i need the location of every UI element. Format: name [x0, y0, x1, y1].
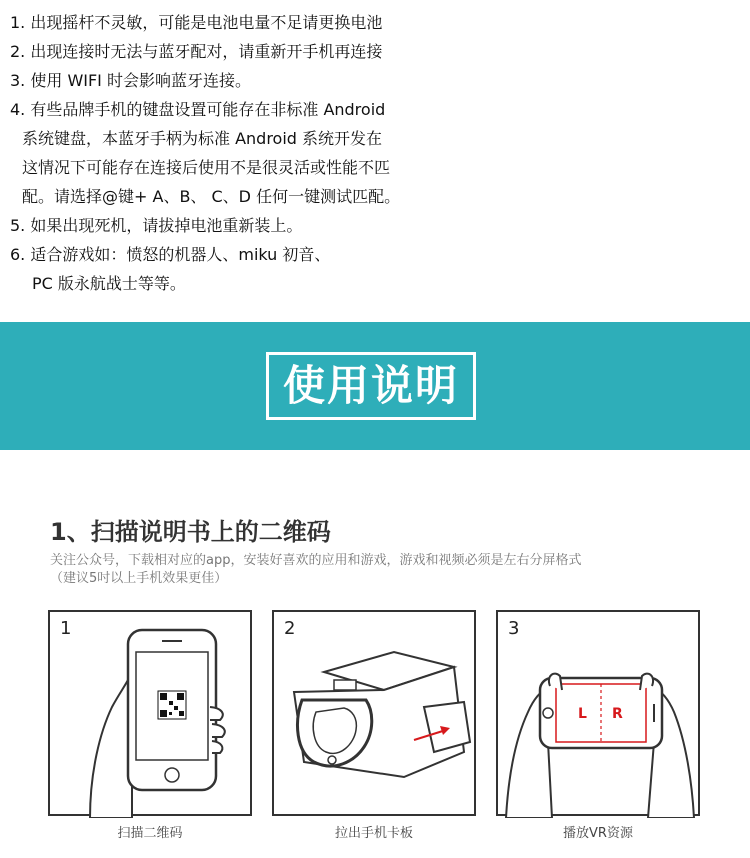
step-description-note: （建议5吋以上手机效果更佳） [50, 571, 228, 586]
panel-number: 1 [60, 618, 72, 639]
panel-caption: 拉出手机卡板 [334, 826, 413, 841]
banner-title: 使用说明 [266, 352, 476, 420]
vr-headset-icon [274, 612, 478, 818]
note-line: 3. 使用 WIFI 时会影响蓝牙连接。 [10, 71, 251, 90]
note-line: 系统键盘，本蓝牙手柄为标准 Android 系统开发在 [22, 129, 383, 148]
panel-pull-out-tray [272, 610, 476, 816]
left-eye-label: L [578, 706, 587, 722]
step-title: 1、扫描说明书上的二维码 [50, 518, 331, 546]
note-line: 配。请选择@键+ A、B、 C、D 任何一键测试匹配。 [22, 187, 401, 206]
panel-caption: 扫描二维码 [117, 826, 183, 841]
panel-caption: 播放VR资源 [563, 826, 633, 841]
note-line: 1. 出现摇杆不灵敏，可能是电池电量不足请更换电池 [10, 13, 383, 32]
step-description: 关注公众号，下载相对应的app，安装好喜欢的应用和游戏，游戏和视频必须是左右分屏格式 [50, 553, 582, 568]
usage-notes [10, 8, 750, 298]
note-line: 2. 出现连接时无法与蓝牙配对，请重新开手机再连接 [10, 42, 383, 61]
section-banner [0, 322, 750, 450]
note-line: PC 版永航战士等等。 [32, 274, 186, 293]
note-line: 4. 有些品牌手机的键盘设置可能存在非标准 Android [10, 100, 386, 119]
note-line: 这情况下可能存在连接后使用不是很灵活或性能不匹 [22, 158, 391, 177]
landscape-phone-icon [498, 612, 702, 818]
right-eye-label: R [612, 706, 623, 722]
panel-scan-qr [48, 610, 252, 816]
note-line: 5. 如果出现死机，请拔掉电池重新装上。 [10, 216, 303, 235]
phone-qr-icon [50, 612, 254, 818]
panel-number: 3 [508, 618, 520, 639]
note-line: 6. 适合游戏如：愤怒的机器人、miku 初音、 [10, 245, 331, 264]
panel-play-vr [496, 610, 700, 816]
panel-number: 2 [284, 618, 296, 639]
